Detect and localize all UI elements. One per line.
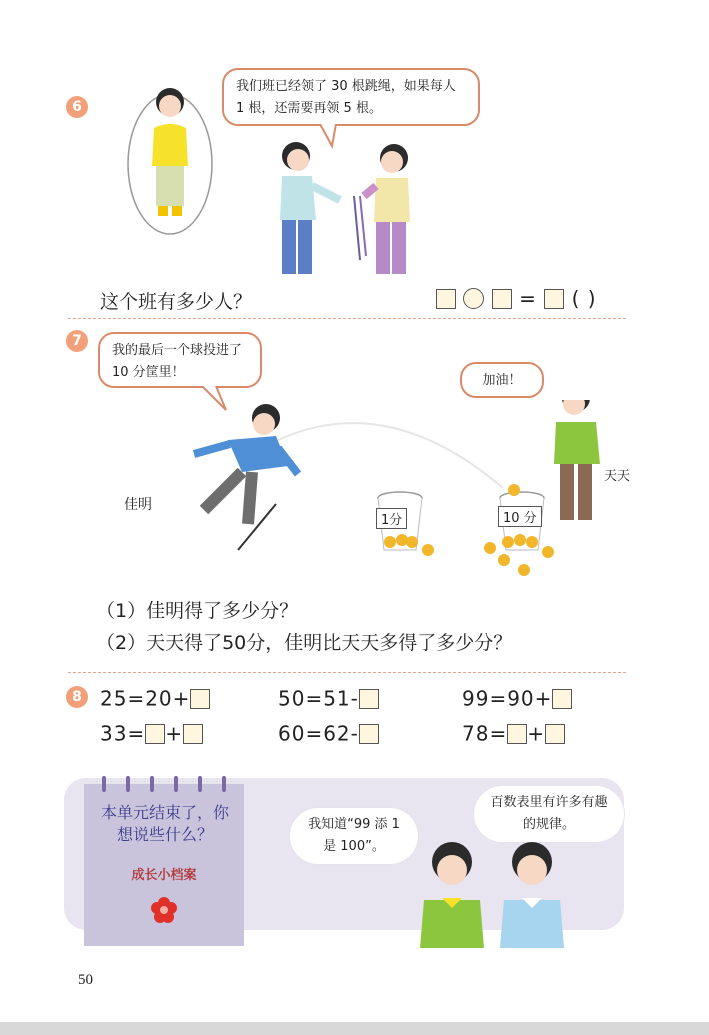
- problem-6-question: 这个班有多少人？: [100, 291, 253, 313]
- equation-6: [462, 720, 565, 746]
- problem-8-number: 8: [66, 686, 88, 708]
- answer-box[interactable]: [359, 724, 379, 744]
- equation-text: 60=62-: [278, 721, 359, 746]
- card-rings: [102, 776, 226, 792]
- answer-box[interactable]: [552, 689, 572, 709]
- divider: [68, 318, 626, 319]
- flower-icon: [150, 896, 178, 924]
- unit-paren[interactable]: ( ): [571, 286, 597, 311]
- answer-box[interactable]: [544, 289, 564, 309]
- equation-text: 25=20+: [100, 686, 191, 711]
- viewer-bottom-bar: [0, 1022, 709, 1035]
- summary-right-bubble-text: 百数表里有许多有趣的规律。: [490, 795, 608, 832]
- summary-left-bubble: [290, 808, 418, 864]
- equation-2: [278, 685, 379, 711]
- problem-7-number: 7: [66, 330, 88, 352]
- operator-circle[interactable]: [463, 288, 484, 309]
- answer-box[interactable]: [507, 724, 527, 744]
- problem-6-answer-equation: = ( ): [436, 285, 597, 311]
- equation-text: 99=90+: [462, 686, 553, 711]
- divider: [68, 672, 626, 673]
- answer-box[interactable]: [359, 689, 379, 709]
- problem-7-left-bubble-text: 我的最后一个球投进了 10 分筐里！: [112, 343, 243, 380]
- equation-3: [462, 685, 572, 711]
- problem-6-speech-text: 我们班已经领了 30 根跳绳，如果每人 1 根，还需要再领 5 根。: [236, 79, 456, 116]
- equation-4: [100, 720, 203, 746]
- children-ropes-illustration: [268, 138, 428, 286]
- answer-box[interactable]: [436, 289, 456, 309]
- problem-7-question-2: （2）天天得了50分，佳明比天天多得了多少分？: [96, 632, 513, 654]
- answer-box[interactable]: [190, 689, 210, 709]
- children-illustration: [414, 840, 574, 948]
- equation-operator: +: [165, 721, 183, 746]
- equation-1: [100, 685, 210, 711]
- problem-6-number: 6: [66, 96, 88, 118]
- answer-box[interactable]: [492, 289, 512, 309]
- basket-10-label: 10 分: [498, 506, 542, 527]
- basket-1-label: 1分: [376, 508, 407, 529]
- girl-skipping-illustration: [118, 80, 222, 240]
- page-number: 50: [78, 972, 93, 988]
- basketball-scene-illustration: [168, 400, 638, 585]
- name-jiaming: 佳明: [124, 497, 152, 513]
- equation-text: 78=: [462, 721, 508, 746]
- problem-7-right-bubble-text: 加油！: [482, 373, 522, 388]
- growth-card: [84, 784, 244, 946]
- summary-right-bubble: [474, 786, 624, 842]
- problem-7-question-1: （1）佳明得了多少分？: [96, 600, 299, 622]
- problem-7-left-bubble: [98, 332, 262, 388]
- name-tiantian: 天天: [604, 469, 631, 484]
- equation-text: 33=: [100, 721, 146, 746]
- summary-left-bubble-text: 我知道“99 添 1 是 100”。: [308, 817, 400, 854]
- problem-7-right-bubble: [460, 362, 544, 398]
- summary-title: 本单元结束了，你想说些什么？: [100, 803, 229, 844]
- equation-5: [278, 720, 379, 746]
- equation-operator: +: [527, 721, 545, 746]
- answer-box[interactable]: [545, 724, 565, 744]
- problem-6-speech-bubble: [222, 68, 480, 126]
- summary-subtitle: 成长小档案: [131, 868, 197, 883]
- answer-box[interactable]: [183, 724, 203, 744]
- answer-box[interactable]: [145, 724, 165, 744]
- equation-text: 50=51-: [278, 686, 359, 711]
